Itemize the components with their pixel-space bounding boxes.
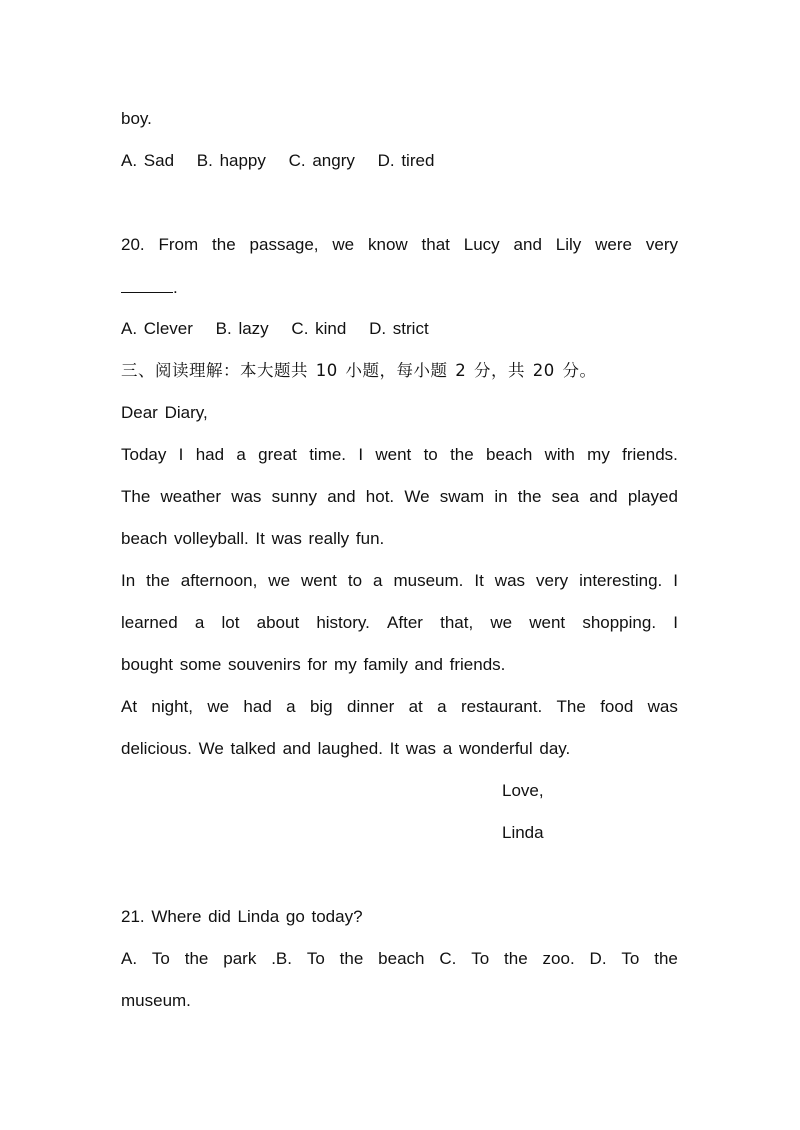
word: lot (221, 613, 240, 632)
word: and (513, 235, 542, 254)
word: the (450, 445, 474, 464)
word: the (339, 949, 364, 968)
word: 20. (121, 235, 145, 254)
word: interesting. (579, 571, 663, 590)
q21-stem: 21. Where did Linda go today? (121, 907, 363, 926)
word: time. (309, 445, 347, 464)
word: I (358, 445, 364, 464)
word: very (536, 571, 569, 590)
letter-p2-line2 (121, 612, 678, 634)
letter-p1-line2 (121, 486, 678, 508)
word: and (327, 487, 356, 506)
word: the (654, 949, 678, 968)
q20-blank-period: . (173, 278, 178, 297)
word: To (471, 949, 490, 968)
word: and (589, 487, 618, 506)
word: we (332, 235, 355, 254)
word: we (268, 571, 291, 590)
word: that, (440, 613, 474, 632)
word: C. (439, 949, 457, 968)
word: we (207, 697, 230, 716)
answer-blank (121, 276, 173, 293)
word: a (373, 571, 383, 590)
word: Lily (555, 235, 582, 254)
word: learned (121, 613, 178, 632)
word: food (600, 697, 634, 716)
word: I (178, 445, 184, 464)
letter-greeting: Dear Diary, (121, 403, 208, 422)
word: to (423, 445, 438, 464)
word: To (621, 949, 640, 968)
word: beach (378, 949, 425, 968)
word: We (404, 487, 430, 506)
word: the (212, 235, 236, 254)
word: history. (316, 613, 370, 632)
word: big (309, 697, 333, 716)
q19-option-a: A. Sad (121, 151, 175, 170)
word: A. (121, 949, 138, 968)
word: in (494, 487, 508, 506)
word: hot. (365, 487, 395, 506)
word: about (256, 613, 300, 632)
word: swam (439, 487, 485, 506)
letter-closing: Love, (502, 781, 544, 800)
word: shopping. (582, 613, 657, 632)
word: was (647, 697, 678, 716)
word: friends. (622, 445, 678, 464)
word: sunny (271, 487, 317, 506)
word: was (231, 487, 262, 506)
word: great (258, 445, 297, 464)
word: my (587, 445, 610, 464)
word: afternoon, (180, 571, 258, 590)
word: passage, (249, 235, 319, 254)
q21-options-line1 (121, 948, 678, 970)
word: went (375, 445, 412, 464)
word: From (158, 235, 199, 254)
letter-p3-line1 (121, 696, 678, 718)
q19-option-b: B. happy (196, 151, 266, 170)
word: a (194, 613, 205, 632)
word: In (121, 571, 136, 590)
letter-p3-line2: delicious. We talked and laughed. It was a wonderful day. (121, 739, 571, 758)
q20-option-c: C. kind (291, 319, 347, 338)
word: had (243, 697, 272, 716)
q20-options (121, 318, 429, 340)
word: It (474, 571, 484, 590)
word: The (121, 487, 151, 506)
q20-option-b: B. lazy (215, 319, 269, 338)
word: Lucy (463, 235, 500, 254)
q20-stem (121, 234, 678, 256)
word: I (673, 571, 678, 590)
word: the (517, 487, 542, 506)
word: very (645, 235, 678, 254)
word: dinner (346, 697, 395, 716)
word: went (529, 613, 566, 632)
letter-p1-line3: beach volleyball. It was really fun. (121, 529, 385, 548)
word: the (184, 949, 209, 968)
q20-option-a: A. Clever (121, 319, 193, 338)
word: museum. (393, 571, 464, 590)
word: played (627, 487, 678, 506)
word: sea (551, 487, 580, 506)
word: Today (121, 445, 167, 464)
word: we (490, 613, 513, 632)
word: had (195, 445, 225, 464)
word: D. (589, 949, 607, 968)
q19-option-c: C. angry (288, 151, 355, 170)
word: park (223, 949, 257, 968)
word: went (301, 571, 337, 590)
word: zoo. (542, 949, 575, 968)
word: To (151, 949, 170, 968)
letter-p2-line1 (121, 570, 678, 592)
word: that (421, 235, 450, 254)
word: the (146, 571, 170, 590)
word: At (121, 697, 138, 716)
word: beach (486, 445, 533, 464)
word: was (494, 571, 526, 590)
q19-options (121, 150, 434, 172)
letter-p2-line3: bought some souvenirs for my family and friends. (121, 655, 506, 674)
word: a (437, 697, 447, 716)
section-heading: 三、阅读理解：本大题共 10 小题，每小题 2 分，共 20 分。 (121, 361, 597, 380)
q20-option-d: D. strict (369, 319, 429, 338)
word: restaurant. (460, 697, 543, 716)
word: a (236, 445, 246, 464)
word: .B. (271, 949, 292, 968)
q19-stem-tail: boy. (121, 109, 152, 128)
letter-p1-line1 (121, 444, 678, 466)
word: a (286, 697, 296, 716)
word: To (306, 949, 325, 968)
q21-options-line2: museum. (121, 991, 191, 1010)
word: I (673, 613, 678, 632)
word: with (544, 445, 575, 464)
q19-option-d: D. tired (377, 151, 435, 170)
word: were (595, 235, 632, 254)
word: the (504, 949, 528, 968)
word: night, (151, 697, 193, 716)
word: The (556, 697, 586, 716)
word: at (408, 697, 423, 716)
word: weather (160, 487, 221, 506)
letter-signature: Linda (502, 823, 544, 842)
q20-blank-line (121, 276, 178, 299)
word: to (347, 571, 363, 590)
word: After (387, 613, 423, 632)
word: know (367, 235, 408, 254)
